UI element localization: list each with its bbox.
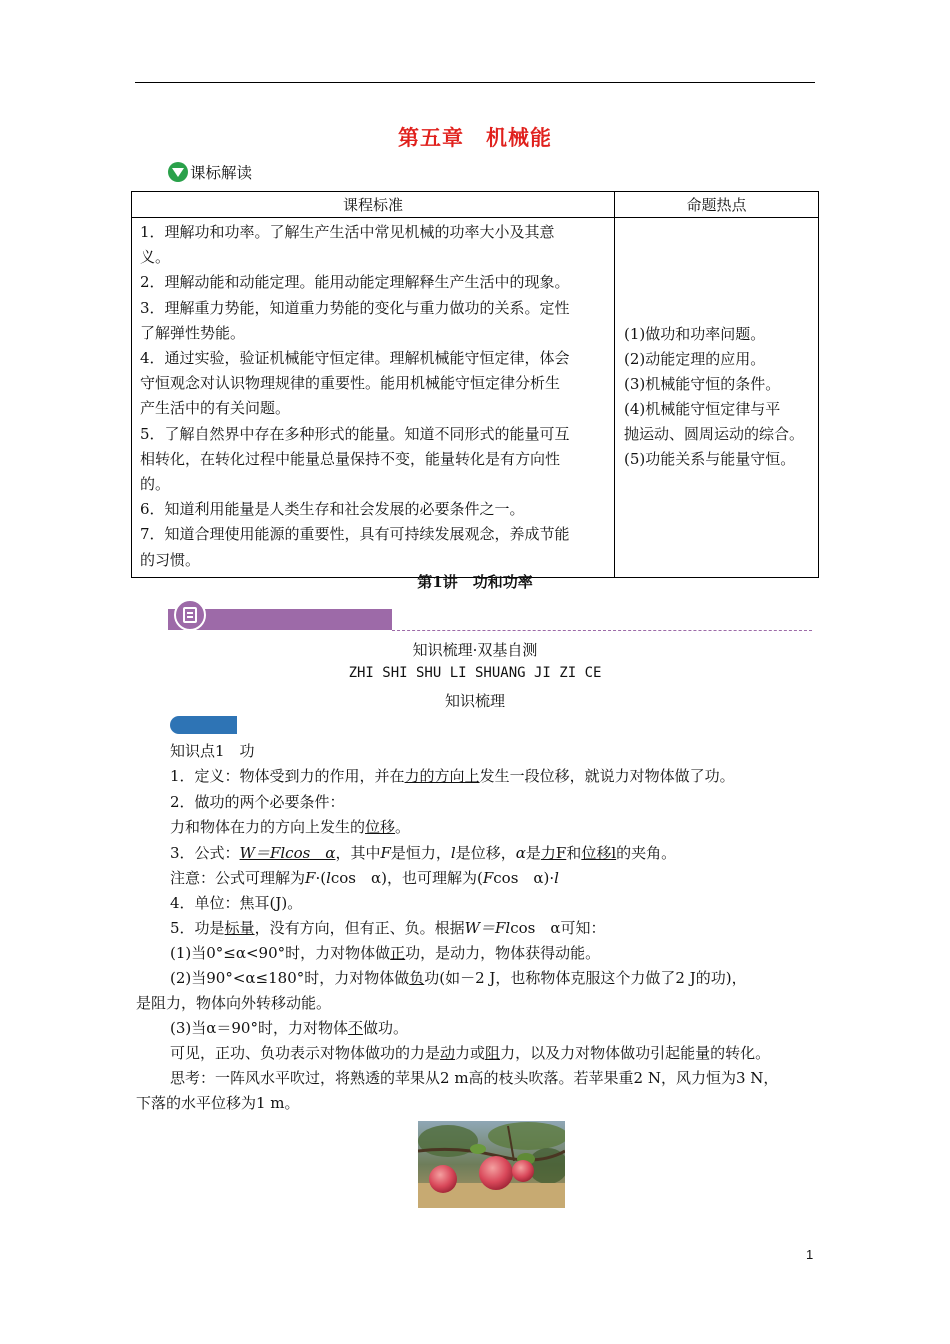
banner-pinyin: ZHI SHI SHU LI SHUANG JI ZI CE [348, 665, 602, 681]
text: cos α可知： [510, 919, 606, 937]
text: ·( [315, 869, 327, 887]
hot-line: 抛运动、圆周运动的综合。 [624, 425, 805, 444]
text: 。 [395, 818, 411, 836]
standard-line: 1．理解功和功率。了解生产生活中常见机械的功率大小及其意 [140, 223, 555, 241]
standard-line: 6．知道利用能量是人类生存和社会发展的必要条件之一。 [140, 500, 525, 519]
text: 1．定义：物体受到力的作用，并在 [170, 767, 405, 785]
kp-scalar [170, 918, 605, 938]
header-rule [135, 82, 815, 83]
text: 力和物体在力的方向上发生的 [170, 818, 366, 836]
hot-line: (2)动能定理的应用。 [624, 350, 766, 369]
answer-blank: 正 [390, 944, 406, 962]
text: 注意：公式可理解为 [170, 869, 306, 887]
standard-line: 7．知道合理使用能源的重要性，具有可持续发展观念，养成节能 [140, 525, 570, 544]
standard-line: 相转化，在转化过程中能量总量保持不变，能量转化是有方向性 [140, 449, 561, 468]
text: 可见，正功、负功表示对物体做功的力是 [170, 1044, 441, 1062]
banner-subtitle: 知识梳理 [444, 692, 505, 710]
apple-photo [418, 1121, 565, 1208]
standard-line: 2．理解动能和动能定理。能用动能定理解释生产生活中的现象。 [140, 273, 570, 292]
banner-title: 知识梳理·双基自测 [412, 641, 538, 659]
answer-blank: 力的方向上 [404, 767, 480, 785]
symbol: F [305, 869, 316, 887]
standard-line: 产生活中的有关问题。 [140, 399, 291, 418]
formula-blank: W＝Flcos α [239, 844, 336, 862]
banner-badge [174, 599, 206, 631]
hot-cell [615, 218, 819, 578]
text: cos α)，也可理解为( [330, 869, 483, 887]
standard-line: 的。 [140, 475, 171, 494]
text: 是恒力， [390, 844, 451, 862]
standard-line: 义。 [140, 248, 171, 267]
answer-blank: 阻 [485, 1044, 501, 1062]
text: (1)当0°≤α<90°时，力对物体做 [170, 944, 391, 962]
kp-definition [170, 766, 735, 786]
think-line-1: 思考：一阵风水平吹过，将熟透的苹果从2 m高的枝头吹落。若苹果重2 N，风力恒为3 N， [170, 1069, 779, 1087]
hot-line: (1)做功和功率问题。 [624, 325, 766, 344]
hot-line: (3)机械能守恒的条件。 [624, 375, 781, 394]
standard-line: 了解弹性势能。 [140, 323, 246, 342]
kp-case-2 [170, 968, 747, 988]
symbol: l [326, 869, 331, 887]
standard-cell [132, 218, 615, 578]
dashed-divider [392, 630, 812, 631]
header-hot: 命题热点 [615, 192, 819, 218]
answer-blank: 负 [409, 969, 425, 987]
think-line-2: 下落的水平位移为1 m。 [136, 1094, 300, 1112]
page-number: 1 [806, 1247, 814, 1262]
standard-line: 3．理解重力势能，知道重力势能的变化与重力做功的关系。定性 [140, 298, 570, 317]
text: (3)当α＝90°时，力对物体 [170, 1019, 348, 1037]
curriculum-table [131, 191, 819, 578]
standard-line: 的习惯。 [140, 550, 201, 569]
symbol-alpha: α [515, 844, 526, 862]
text: ，其中 [335, 844, 381, 862]
kp-conditions-title: 2．做功的两个必要条件： [170, 793, 345, 811]
answer-blank: 位移 [365, 818, 396, 836]
kp-note [170, 868, 559, 888]
answer-blank: 力F [540, 844, 567, 862]
text: 5．功是 [170, 919, 225, 937]
symbol: F [482, 869, 494, 887]
text: 功，是动力，物体获得动能。 [405, 944, 601, 962]
notes-icon [183, 607, 197, 623]
text: 和 [566, 844, 582, 862]
formula: W＝Fl [464, 919, 511, 937]
lecture-title: 第1讲 功和功率 [417, 573, 533, 591]
text: (2)当90°<α≤180°时，力对物体做 [170, 969, 410, 987]
chapter-title: 第五章 机械能 [398, 125, 552, 150]
text: 做功。 [362, 1019, 408, 1037]
kp-heading: 知识点1 功 [170, 742, 255, 760]
hot-line: (4)机械能守恒定律与平 [624, 400, 781, 419]
section-label: 课标解读 [190, 164, 253, 182]
kp-unit: 4．单位：焦耳(J)。 [170, 894, 303, 912]
section-heading [168, 160, 252, 184]
symbol-F: F [380, 844, 391, 862]
text: 力或 [455, 1044, 486, 1062]
kp-visible [170, 1043, 770, 1063]
symbol: l [554, 869, 559, 887]
hot-line: (5)功能关系与能量守恒。 [624, 450, 796, 469]
header-standard: 课程标准 [132, 192, 615, 218]
text: 3．公式： [170, 844, 240, 862]
kp-conditions [170, 817, 410, 837]
section-banner [168, 599, 392, 632]
answer-blank: 不 [347, 1019, 363, 1037]
text: 功(如－2 J，也称物体克服这个力做了2 J的功)， [424, 969, 747, 987]
knowledge-pill [170, 716, 237, 734]
standard-line: 4．通过实验，验证机械能守恒定律。理解机械能守恒定律，体会 [140, 349, 570, 368]
kp-formula [170, 843, 676, 863]
standard-line: 5．了解自然界中存在多种形式的能量。知道不同形式的能量可互 [140, 424, 570, 443]
kp-case-2-cont: 是阻力，物体向外转移动能。 [136, 994, 332, 1012]
answer-blank: 动 [440, 1044, 456, 1062]
kp-case-1 [170, 943, 600, 963]
text: 力，以及力对物体做功引起能量的转化。 [500, 1044, 771, 1062]
text: ，没有方向，但有正、负。根据 [254, 919, 465, 937]
kp-case-3 [170, 1018, 408, 1038]
answer-blank: 标量 [224, 919, 255, 937]
answer-blank: 位移l [581, 844, 617, 862]
text: 是位移， [455, 844, 516, 862]
standard-line: 守恒观念对认识物理规律的重要性。能用机械能守恒定律分析生 [140, 374, 561, 393]
down-triangle-icon [168, 162, 188, 182]
text: 是 [525, 844, 541, 862]
symbol-l: l [450, 844, 456, 862]
text: 发生一段位移，就说力对物体做了功。 [479, 767, 735, 785]
text: 的夹角。 [616, 844, 677, 862]
text: cos α)· [493, 869, 555, 887]
